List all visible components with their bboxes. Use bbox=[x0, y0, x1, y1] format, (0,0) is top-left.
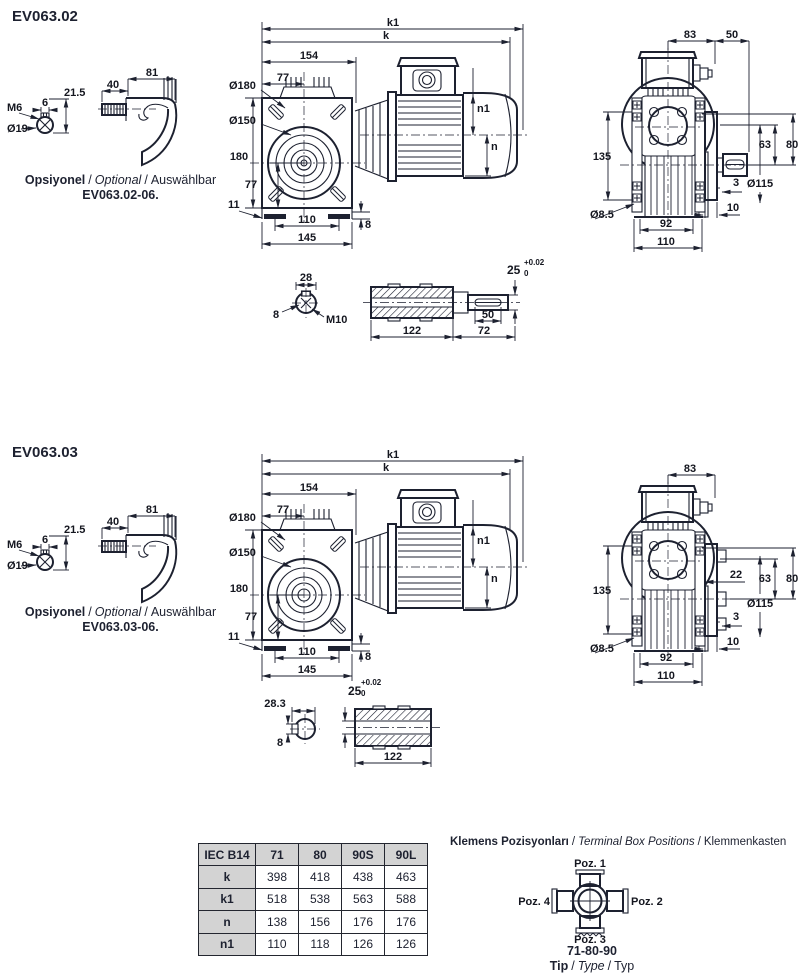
dim-25: 25 bbox=[348, 684, 362, 698]
row-label-n: n bbox=[199, 911, 256, 933]
dim-72: 72 bbox=[477, 325, 491, 337]
dim-80: 80 bbox=[786, 139, 799, 151]
sec2-optional-caption: Opsiyonel / Optional / Auswählbar EV063.03-06. bbox=[24, 605, 217, 634]
table-row bbox=[199, 888, 428, 910]
iec-dimension-table bbox=[198, 843, 428, 956]
dim-n: n bbox=[491, 141, 498, 153]
cell-value: 418 bbox=[299, 866, 342, 888]
dim-81: 81 bbox=[145, 67, 159, 79]
cell-value: 118 bbox=[299, 933, 342, 955]
dim-8k: 8 bbox=[276, 737, 284, 749]
shaft-section-view bbox=[363, 284, 520, 321]
dim-40: 40 bbox=[106, 79, 120, 91]
cell-value: 438 bbox=[342, 866, 385, 888]
row-label-k1: k1 bbox=[199, 888, 256, 910]
dim-dia85: Ø8.5 bbox=[590, 643, 614, 655]
section1-title: EV063.02 bbox=[12, 8, 78, 25]
caption-en: Optional bbox=[94, 605, 142, 619]
dim-83: 83 bbox=[683, 29, 697, 41]
dim-122: 122 bbox=[402, 325, 422, 337]
row-label-k: k bbox=[199, 866, 256, 888]
cell-value: 398 bbox=[256, 866, 299, 888]
sec2-front-view bbox=[225, 440, 555, 690]
dim-135: 135 bbox=[592, 151, 612, 163]
dim-22: 22 bbox=[729, 569, 743, 581]
dim-k1: k1 bbox=[386, 449, 400, 461]
section2-title: EV063.03 bbox=[12, 444, 78, 461]
dim-d19: Ø19 bbox=[7, 560, 28, 572]
dim-n1: n1 bbox=[477, 103, 490, 115]
dim-dia180: Ø180 bbox=[229, 80, 256, 92]
table-header-row bbox=[199, 844, 428, 866]
dim-3: 3 bbox=[732, 611, 740, 623]
dim-110: 110 bbox=[298, 646, 316, 658]
dim-77-top: 77 bbox=[276, 72, 290, 84]
dim-180: 180 bbox=[229, 583, 249, 595]
dim-k1: k1 bbox=[386, 17, 400, 29]
poz-1-label: Poz. 1 bbox=[574, 858, 606, 870]
dim-145: 145 bbox=[297, 664, 317, 676]
caption-tr: Opsiyonel bbox=[24, 173, 86, 187]
cell-value: 176 bbox=[385, 911, 428, 933]
dim-77-top: 77 bbox=[276, 504, 290, 516]
tip-de: Typ bbox=[614, 959, 635, 973]
terminal-positions-diagram bbox=[518, 850, 663, 946]
dim-m10: M10 bbox=[326, 314, 348, 326]
dim-122: 122 bbox=[383, 751, 403, 763]
dim-m6: M6 bbox=[7, 102, 23, 114]
col-header-iec-b14: IEC B14 bbox=[199, 844, 256, 866]
dim-8k: 8 bbox=[272, 309, 280, 321]
dim-154: 154 bbox=[299, 482, 319, 494]
dim-8: 8 bbox=[365, 219, 372, 231]
dim-dia150: Ø150 bbox=[229, 547, 256, 559]
dim-110: 110 bbox=[657, 670, 675, 682]
terminal-box-title: Klemens Pozisyonları / Terminal Box Positions / Klemmenkasten bbox=[450, 836, 787, 848]
dim-40: 40 bbox=[106, 516, 120, 528]
table-row bbox=[199, 911, 428, 933]
sec1-optional-bracket-drawing bbox=[98, 66, 198, 171]
sec1-optional-caption: Opsiyonel / Optional / Auswählbar EV063.02-06. bbox=[24, 173, 217, 202]
dim-63: 63 bbox=[758, 573, 771, 585]
cell-value: 518 bbox=[256, 888, 299, 910]
dim-83: 83 bbox=[683, 463, 697, 475]
caption-de: Auswählbar bbox=[150, 173, 217, 187]
dim-3: 3 bbox=[732, 177, 740, 189]
bore-end-view bbox=[286, 707, 320, 744]
gearbox-front bbox=[262, 509, 352, 651]
cell-value: 126 bbox=[342, 933, 385, 955]
dim-135: 135 bbox=[592, 585, 612, 597]
terminal-title-tr: Klemens Pozisyonları bbox=[450, 836, 569, 848]
dim-77-left: 77 bbox=[244, 611, 258, 623]
dim-50: 50 bbox=[725, 29, 739, 41]
dim-6: 6 bbox=[41, 97, 49, 109]
dim-28-3: 28.3 bbox=[264, 698, 286, 710]
sec2-side-view bbox=[590, 446, 802, 694]
dim-50s: 50 bbox=[481, 309, 495, 321]
caption-tr: Opsiyonel bbox=[24, 605, 86, 619]
caption-de: Auswählbar bbox=[150, 605, 217, 619]
dim-dia115: Ø115 bbox=[746, 598, 774, 610]
col-header-90l: 90L bbox=[385, 844, 428, 866]
dim-11: 11 bbox=[228, 631, 240, 643]
cell-value: 538 bbox=[299, 888, 342, 910]
terminal-title-de: Klemmenkasten bbox=[703, 836, 787, 848]
table-row bbox=[199, 866, 428, 888]
cell-value: 176 bbox=[342, 911, 385, 933]
dim-11: 11 bbox=[228, 199, 240, 211]
dim-25-tol-upper: +0.02 bbox=[524, 258, 545, 267]
terminal-type-caption: 71-80-90 Tip / Type / Typ bbox=[549, 944, 635, 973]
caption-en: Optional bbox=[94, 173, 142, 187]
dim-80: 80 bbox=[786, 573, 799, 585]
dim-dia115: Ø115 bbox=[746, 178, 774, 190]
terminal-title-en: Terminal Box Positions bbox=[578, 836, 695, 848]
col-header-71: 71 bbox=[256, 844, 299, 866]
dim-77-left: 77 bbox=[244, 179, 258, 191]
dim-110: 110 bbox=[657, 236, 675, 248]
terminal-cross-shape bbox=[552, 870, 628, 936]
gearbox-front bbox=[262, 77, 352, 219]
cell-value: 126 bbox=[385, 933, 428, 955]
dim-21-5: 21.5 bbox=[64, 524, 86, 536]
dim-m6: M6 bbox=[7, 539, 23, 551]
dim-k: k bbox=[382, 462, 390, 474]
row-label-n1: n1 bbox=[199, 933, 256, 955]
dim-k: k bbox=[382, 30, 390, 42]
dim-dia180: Ø180 bbox=[229, 512, 256, 524]
dim-92: 92 bbox=[659, 218, 673, 230]
dim-25-tol-upper: +0.02 bbox=[361, 678, 382, 687]
dim-6: 6 bbox=[41, 534, 49, 546]
dim-dia150: Ø150 bbox=[229, 115, 256, 127]
caption-code: EV063.03-06. bbox=[82, 620, 159, 634]
cell-value: 138 bbox=[256, 911, 299, 933]
dim-145: 145 bbox=[297, 232, 317, 244]
col-header-90s: 90S bbox=[342, 844, 385, 866]
table-row bbox=[199, 933, 428, 955]
dim-10: 10 bbox=[726, 636, 740, 648]
cell-value: 588 bbox=[385, 888, 428, 910]
sec2-shaft-detail bbox=[248, 676, 473, 776]
sec2-optional-bracket-drawing bbox=[98, 503, 198, 608]
dim-110: 110 bbox=[298, 214, 316, 226]
sec1-shaft-detail bbox=[268, 254, 563, 364]
dim-25-tol-lower: 0 bbox=[524, 269, 529, 278]
caption-code: EV063.02-06. bbox=[82, 188, 159, 202]
dim-92: 92 bbox=[659, 652, 673, 664]
sec1-front-view bbox=[225, 8, 555, 258]
dim-180: 180 bbox=[229, 151, 249, 163]
tip-en: Type bbox=[577, 959, 605, 973]
poz-4-label: Poz. 4 bbox=[518, 896, 550, 908]
sec1-side-view bbox=[590, 12, 802, 260]
dim-28: 28 bbox=[299, 272, 313, 284]
dim-8: 8 bbox=[365, 651, 372, 663]
dim-dia85: Ø8.5 bbox=[590, 209, 614, 221]
cell-value: 563 bbox=[342, 888, 385, 910]
dim-25: 25 bbox=[507, 263, 521, 277]
cell-value: 463 bbox=[385, 866, 428, 888]
dim-n1: n1 bbox=[477, 535, 490, 547]
cell-value: 156 bbox=[299, 911, 342, 933]
cap-end-view bbox=[37, 113, 53, 133]
tip-tr: Tip bbox=[549, 959, 569, 973]
col-header-80: 80 bbox=[299, 844, 342, 866]
dim-154: 154 bbox=[299, 50, 319, 62]
dim-63: 63 bbox=[758, 139, 771, 151]
dim-n: n bbox=[491, 573, 498, 585]
dim-21-5: 21.5 bbox=[64, 87, 86, 99]
cell-value: 110 bbox=[256, 933, 299, 955]
dim-10: 10 bbox=[726, 202, 740, 214]
dim-d19: Ø19 bbox=[7, 123, 28, 135]
type-value: 71-80-90 bbox=[566, 944, 618, 958]
shaft-end-view bbox=[282, 282, 324, 318]
dim-25-tol-lower: 0 bbox=[361, 689, 366, 698]
cap-end-view bbox=[37, 550, 53, 570]
poz-3-label: Poz. 3 bbox=[574, 934, 606, 946]
poz-2-label: Poz. 2 bbox=[631, 896, 663, 908]
dim-81: 81 bbox=[145, 504, 159, 516]
